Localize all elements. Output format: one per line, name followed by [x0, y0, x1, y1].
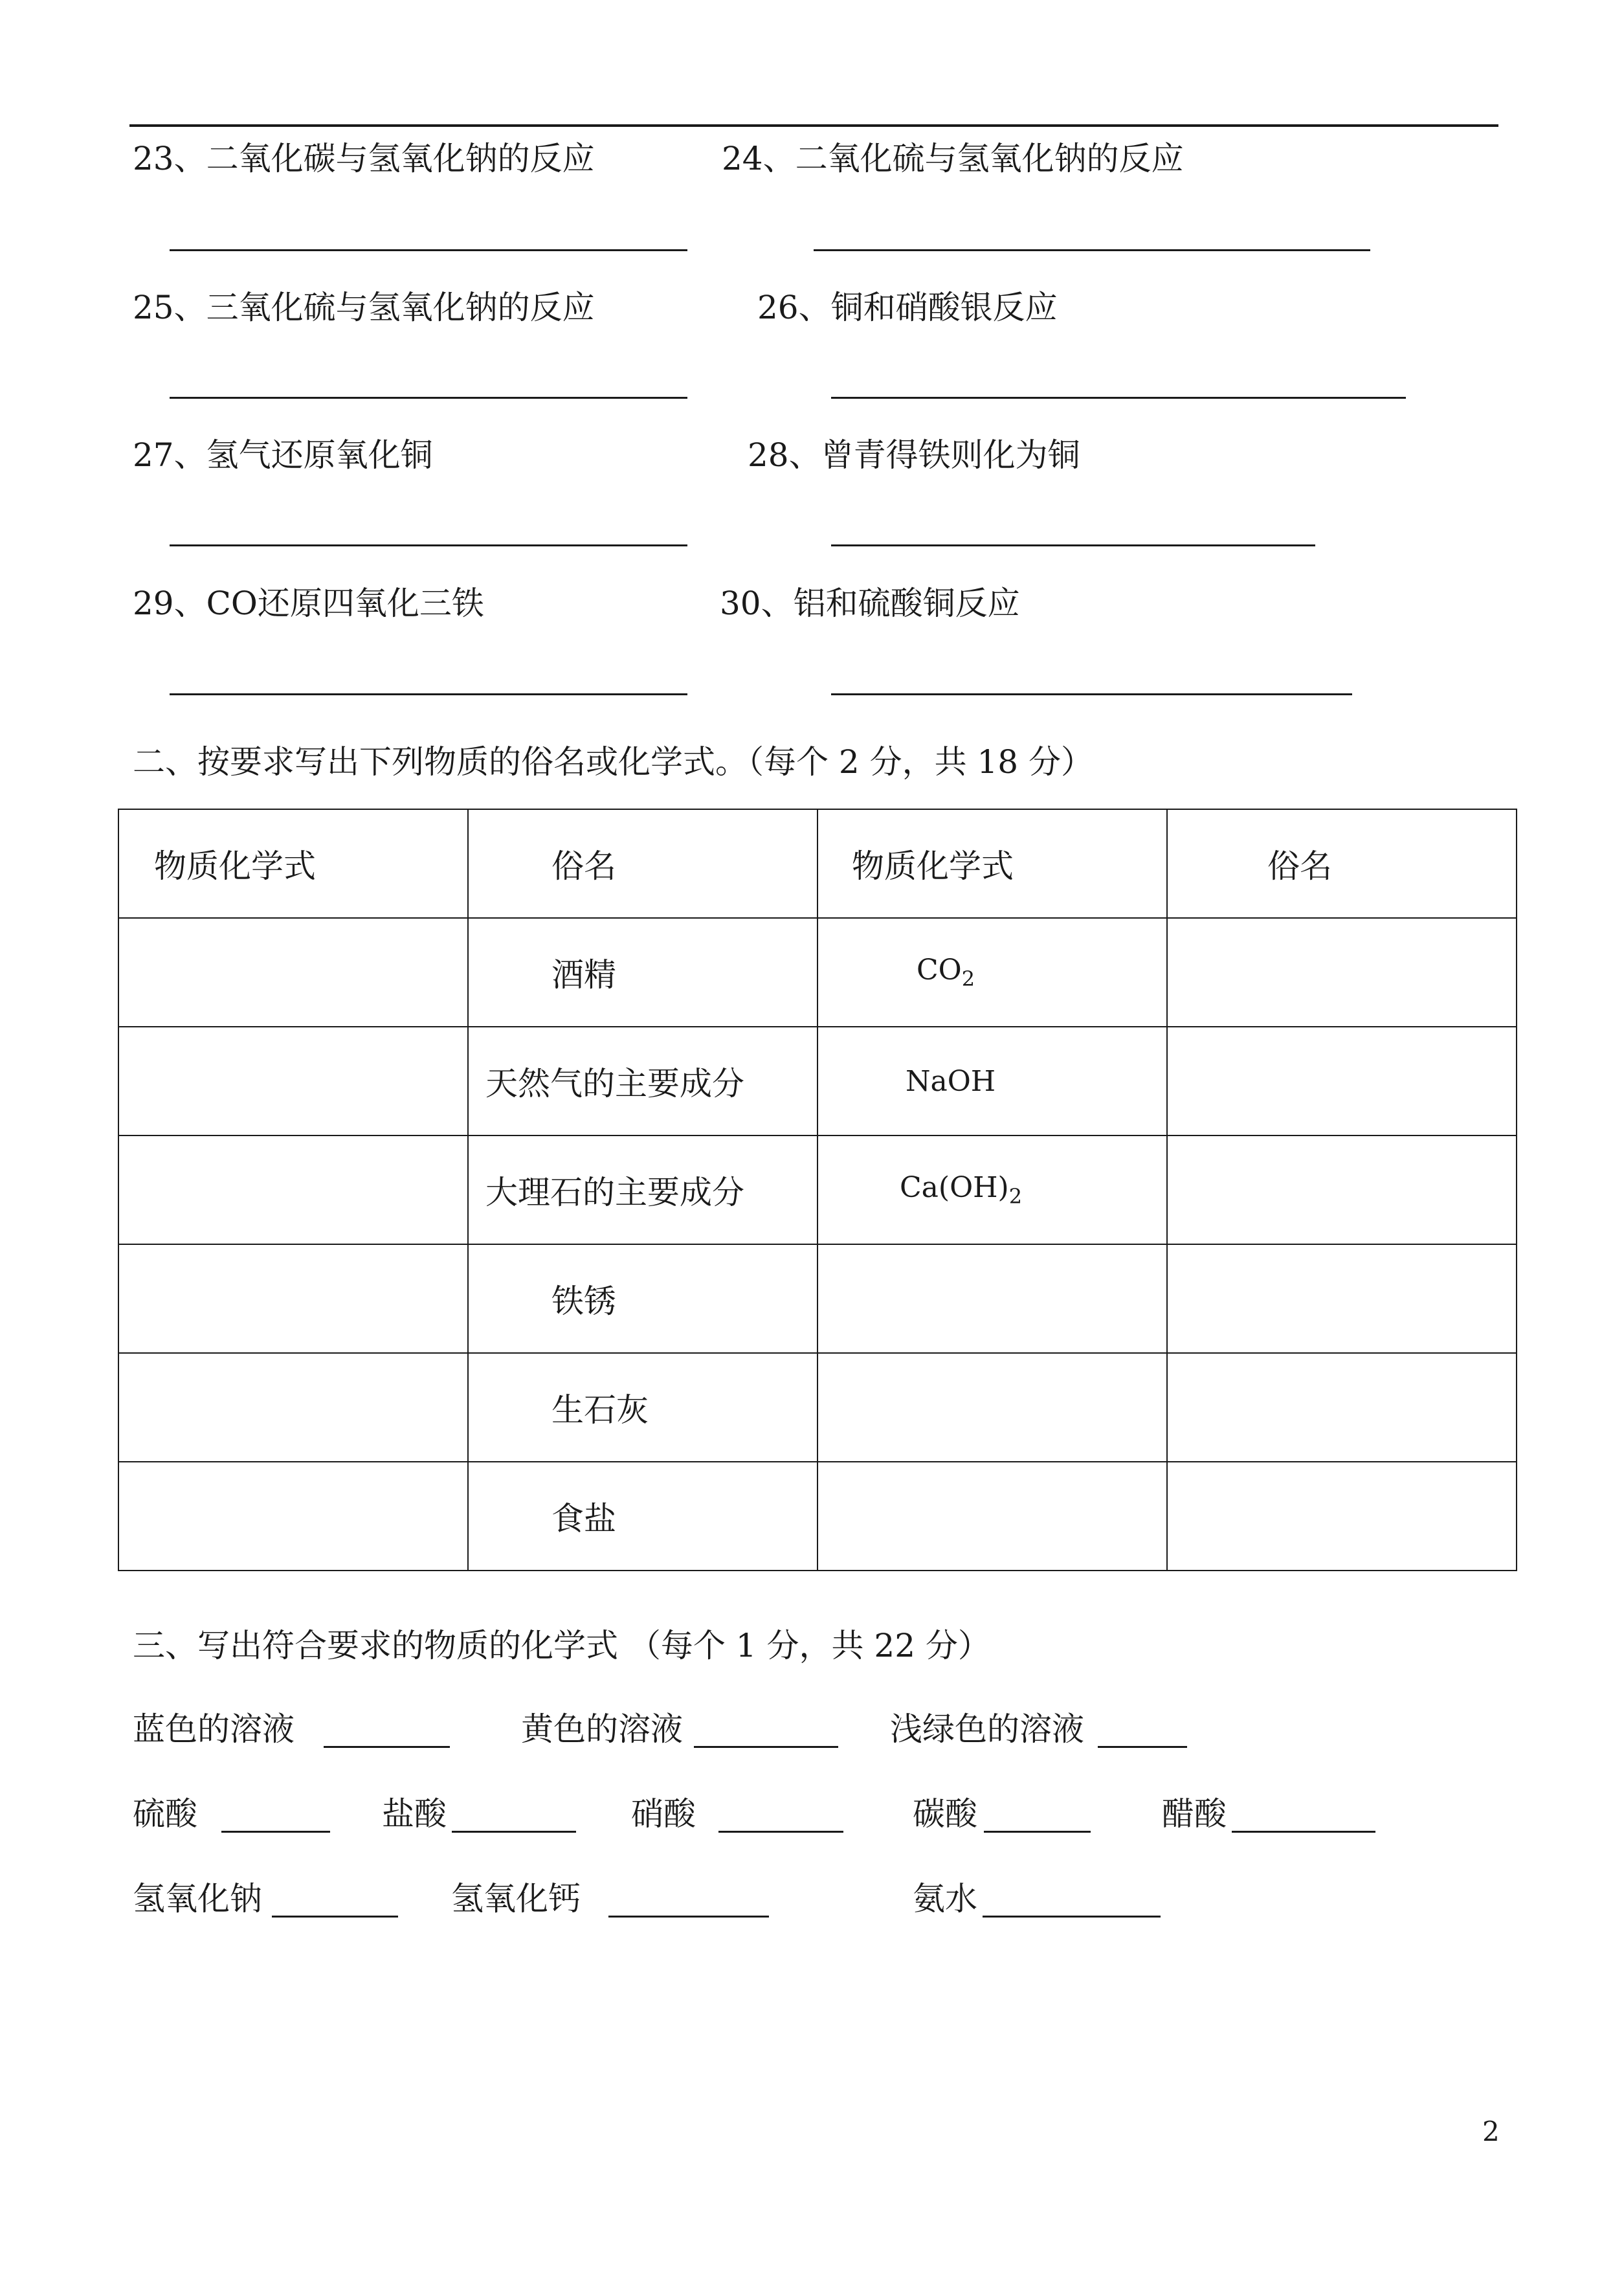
formula-cell: $Ca(OH)_2$ [818, 1135, 1167, 1244]
answer-line-sodium-hydroxide[interactable] [272, 1916, 398, 1918]
section3-heading: 三、写出符合要求的物质的化学式 （每个 1 分，共 22 分） [133, 1627, 990, 1664]
answer-line-30[interactable] [831, 693, 1352, 695]
common-name-cell: 生石灰 [468, 1353, 818, 1462]
header-formula-2: 物质化学式 [818, 809, 1167, 918]
table-row [118, 1353, 1517, 1462]
formula-cell: $CO_2$ [818, 918, 1167, 1027]
answer-cell[interactable] [1167, 1462, 1517, 1571]
substance-table [118, 809, 1517, 1571]
prompt-carbonic-acid: 碳酸 [913, 1795, 977, 1833]
prompt-yellow-solution: 黄色的溶液 [521, 1710, 683, 1748]
answer-line-blue-solution[interactable] [324, 1746, 450, 1748]
common-name-cell: 天然气的主要成分 [468, 1027, 818, 1135]
answer-line-23[interactable] [170, 249, 687, 251]
prompt-light-green-solution: 浅绿色的溶液 [890, 1710, 1084, 1748]
table-row [118, 1244, 1517, 1353]
table-header-row [118, 809, 1517, 918]
answer-line-29[interactable] [170, 693, 687, 695]
common-name-cell: 铁锈 [468, 1244, 818, 1353]
section2-heading: 二、按要求写出下列物质的俗名或化学式。（每个 2 分，共 18 分） [133, 743, 1094, 781]
answer-cell[interactable] [1167, 1135, 1517, 1244]
reaction-item-26: 26、铜和硝酸银反应 [757, 289, 1058, 326]
answer-line-hydrochloric-acid[interactable] [452, 1831, 576, 1833]
prompt-ammonia-water: 氨水 [913, 1880, 977, 1918]
answer-line-24[interactable] [814, 249, 1370, 251]
reaction-item-28: 28、曾青得铁则化为铜 [748, 436, 1080, 474]
top-rule [129, 124, 1498, 127]
reaction-item-25: 25、三氧化硫与氢氧化钠的反应 [133, 289, 595, 326]
prompt-calcium-hydroxide: 氢氧化钙 [451, 1880, 581, 1918]
reaction-item-30: 30、铝和硫酸铜反应 [720, 585, 1020, 622]
table-row [118, 1135, 1517, 1244]
prompt-acetic-acid: 醋酸 [1162, 1795, 1227, 1833]
answer-cell[interactable] [818, 1462, 1167, 1571]
answer-cell[interactable] [118, 1353, 468, 1462]
answer-cell[interactable] [1167, 1353, 1517, 1462]
reaction-item-27: 27、氢气还原氧化铜 [133, 436, 433, 474]
answer-line-light-green-solution[interactable] [1098, 1746, 1187, 1748]
answer-cell[interactable] [118, 1462, 468, 1571]
answer-line-carbonic-acid[interactable] [984, 1831, 1091, 1833]
header-common-name-2: 俗名 [1167, 809, 1517, 918]
answer-cell[interactable] [818, 1353, 1167, 1462]
answer-line-26[interactable] [831, 397, 1406, 399]
page-number: 2 [1482, 2116, 1500, 2147]
header-formula: 物质化学式 [118, 809, 468, 918]
answer-line-ammonia-water[interactable] [983, 1916, 1161, 1918]
answer-cell[interactable] [118, 1027, 468, 1135]
prompt-sodium-hydroxide: 氢氧化钠 [133, 1880, 262, 1918]
answer-cell[interactable] [818, 1244, 1167, 1353]
common-name-cell: 酒精 [468, 918, 818, 1027]
table-row [118, 1462, 1517, 1571]
answer-line-yellow-solution[interactable] [694, 1746, 838, 1748]
answer-line-sulfuric-acid[interactable] [221, 1831, 330, 1833]
prompt-blue-solution: 蓝色的溶液 [133, 1710, 295, 1748]
reaction-item-24: 24、二氧化硫与氢氧化钠的反应 [722, 140, 1184, 177]
answer-cell[interactable] [1167, 1244, 1517, 1353]
common-name-cell: 食盐 [468, 1462, 818, 1571]
answer-line-calcium-hydroxide[interactable] [608, 1916, 769, 1918]
answer-cell[interactable] [1167, 918, 1517, 1027]
formula-cell: NaOH [818, 1027, 1167, 1135]
answer-cell[interactable] [118, 1135, 468, 1244]
prompt-hydrochloric-acid: 盐酸 [382, 1795, 447, 1833]
header-common-name: 俗名 [468, 809, 818, 918]
reaction-item-23: 23、二氧化碳与氢氧化钠的反应 [133, 140, 595, 177]
answer-line-acetic-acid[interactable] [1232, 1831, 1375, 1833]
answer-cell[interactable] [118, 918, 468, 1027]
answer-line-25[interactable] [170, 397, 687, 399]
answer-cell[interactable] [118, 1244, 468, 1353]
answer-cell[interactable] [1167, 1027, 1517, 1135]
table-row [118, 1027, 1517, 1135]
answer-line-nitric-acid[interactable] [718, 1831, 843, 1833]
prompt-nitric-acid: 硝酸 [631, 1795, 696, 1833]
answer-line-27[interactable] [170, 544, 687, 546]
common-name-cell: 大理石的主要成分 [468, 1135, 818, 1244]
prompt-sulfuric-acid: 硫酸 [133, 1795, 197, 1833]
answer-line-28[interactable] [831, 544, 1315, 546]
reaction-item-29: 29、CO还原四氧化三铁 [133, 585, 484, 622]
table-row [118, 918, 1517, 1027]
